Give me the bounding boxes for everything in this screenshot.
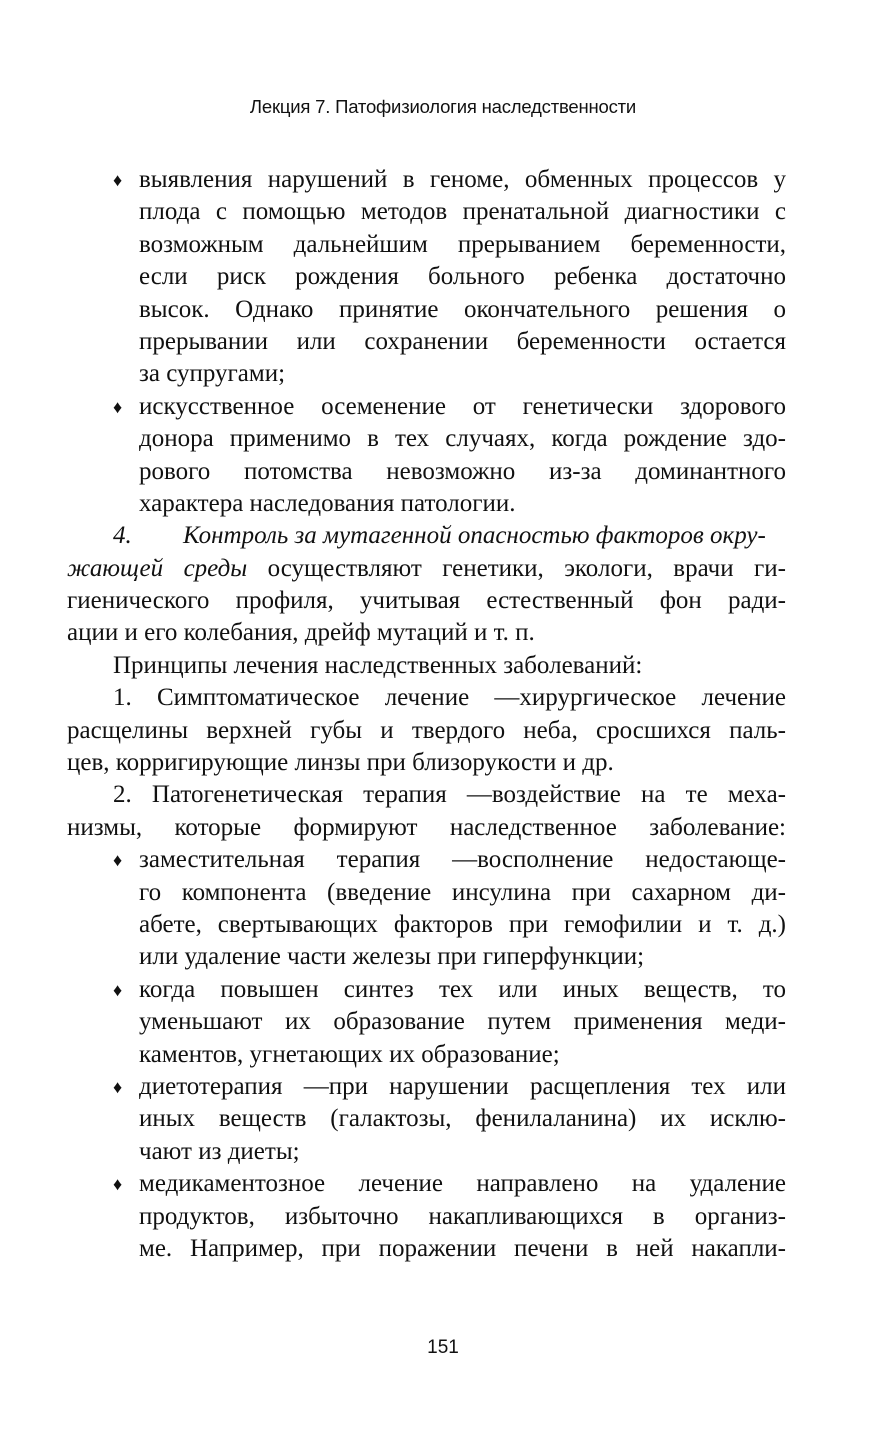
text-line: рового потомства невозможно из-за доминантного <box>139 457 786 485</box>
text-line: когда повышен синтез тех или иных веществ, то <box>139 975 786 1003</box>
text-line: заместительная терапия —восполнение недостающе- <box>139 846 786 874</box>
text-line: диетотерапия —при нарушении расщепления тех или <box>139 1072 786 1100</box>
text-line: или удаление части железы при гиперфункции; <box>139 943 645 971</box>
page-body <box>67 164 786 1265</box>
list-item <box>67 164 786 391</box>
diamond-bullet-icon: ♦ <box>113 979 123 1000</box>
text-line: ме. Например, при поражении печени в ней накапли- <box>139 1234 786 1262</box>
list-item <box>67 844 786 974</box>
list-item <box>67 391 786 521</box>
text-line: медикаментозное лечение направлено на удаление <box>139 1170 786 1198</box>
principle-2 <box>67 779 786 844</box>
italic-term: Контроль за мутагенной опасностью факторов окру- <box>183 522 766 550</box>
diamond-bullet-icon: ♦ <box>113 850 123 871</box>
text-line: ации и его колебания, дрейф мутаций и т. п. <box>67 619 535 647</box>
principle-1 <box>67 682 786 779</box>
text-span: осуществляют генетики, экологи, врачи ги- <box>247 554 787 582</box>
text-line: возможным дальнейшим прерыванием беременности, <box>139 230 786 258</box>
text-line: искусственное осеменение от генетически здорового <box>139 392 786 420</box>
diamond-bullet-icon: ♦ <box>113 1174 123 1195</box>
text-line: каментов, угнетающих их образование; <box>139 1040 560 1068</box>
text-line <box>67 520 786 552</box>
text-line: цев, корригирующие линзы при близорукости и др. <box>67 749 614 777</box>
list-item <box>67 1071 786 1168</box>
text-line <box>67 553 786 585</box>
text-line: абете, свертывающих факторов при гемофилии и т. д.) <box>139 910 786 938</box>
text-line: чают из диеты; <box>139 1137 300 1165</box>
text-line: характера наследования патологии. <box>139 489 516 517</box>
principles-heading: Принципы лечения наследственных заболеваний: <box>113 651 643 679</box>
text-line: плода с помощью методов пренатальной диагностики с <box>139 198 786 226</box>
text-line: уменьшают их образование путем применения меди- <box>139 1008 786 1036</box>
numbered-paragraph-4 <box>67 520 786 650</box>
text-line: высок. Однако принятие окончательного решения о <box>139 295 786 323</box>
text-line: донора применимо в тех случаях, когда рождение здо- <box>139 425 786 453</box>
list-item <box>67 974 786 1071</box>
text-line: 2. Патогенетическая терапия —воздействие на те меха- <box>113 781 786 809</box>
text-line: низмы, которые формируют наследственное заболевание: <box>67 813 786 841</box>
page-number: 151 <box>427 1337 459 1358</box>
text-line: расщелины верхней губы и твердого неба, сросшихся паль- <box>67 716 786 744</box>
diamond-bullet-icon: ♦ <box>113 1076 123 1097</box>
text-line: го компонента (введение инсулина при сахарном ди- <box>139 878 786 906</box>
text-line: гиенического профиля, учитывая естественный фон ради- <box>67 587 786 615</box>
diamond-bullet-icon: ♦ <box>113 170 123 190</box>
text-line: прерывании или сохранении беременности остается <box>139 327 786 355</box>
text-line: продуктов, избыточно накапливающихся в организ- <box>139 1202 786 1230</box>
diamond-bullet-icon: ♦ <box>113 396 123 417</box>
text-line: иных веществ (галактозы, фенилаланина) их исклю- <box>139 1105 786 1133</box>
item-number: 4. <box>113 522 132 550</box>
italic-term: жающей среды <box>67 554 248 582</box>
text-line: за супругами; <box>139 360 286 388</box>
text-line: если риск рождения больного ребенка достаточно <box>139 263 786 291</box>
text-line: выявления нарушений в геноме, обменных процессов у <box>139 166 786 193</box>
text-line: 1. Симптоматическое лечение —хирургическое лечение <box>113 684 786 712</box>
list-item <box>67 1168 786 1265</box>
running-head: Лекция 7. Патофизиология наследственности <box>249 96 637 117</box>
